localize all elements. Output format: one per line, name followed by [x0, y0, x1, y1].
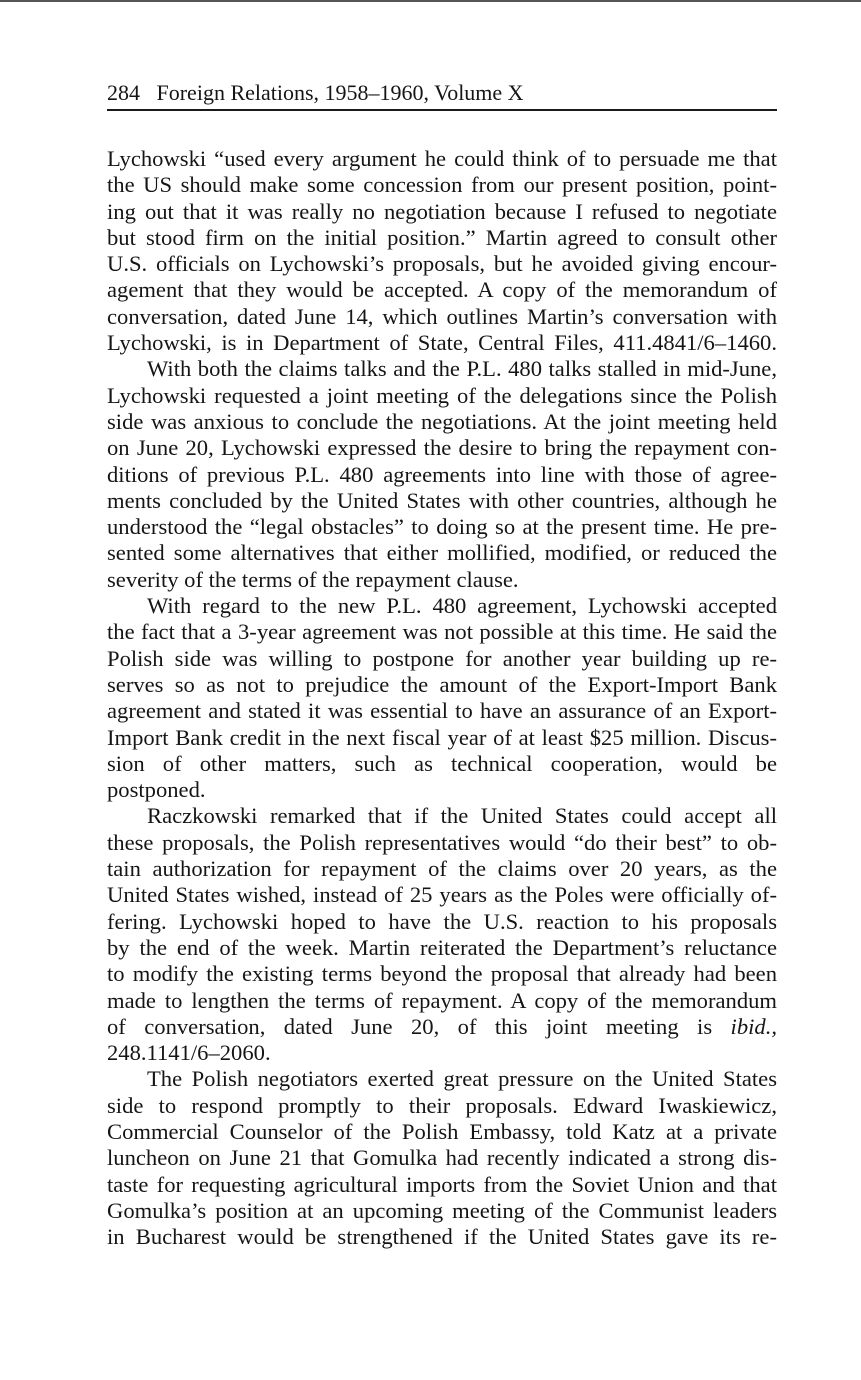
text-line: Import Bank credit in the next fiscal year of at least $25 million. Discus-: [107, 724, 777, 750]
text-line: postponed.: [107, 777, 206, 803]
text-line: by the end of the week. Martin reiterated the Department’s reluctance: [107, 934, 777, 960]
page-number: 284: [107, 80, 140, 105]
text-line: agement that they would be accepted. A copy of the memorandum of: [107, 277, 777, 303]
text-line: Lychowski “used every argument he could think of to persuade me that: [107, 146, 777, 171]
text-line: severity of the terms of the repayment clause.: [107, 566, 519, 592]
text-line: 248.1141/6–2060.: [107, 1040, 271, 1066]
text-line: U.S. officials on Lychowski’s proposals, but he avoided giving encour-: [107, 251, 777, 277]
paragraph: [107, 593, 777, 803]
text-line: tain authorization for repayment of the claims over 20 years, as the: [107, 856, 777, 882]
text-line: ments concluded by the United States with other countries, although he: [107, 487, 777, 513]
body-text: [107, 146, 777, 1250]
text-line: luncheon on June 21 that Gomulka had recently indicated a strong dis-: [107, 1145, 777, 1171]
text-line: sented some alternatives that either mollified, modified, or reduced the: [107, 540, 777, 566]
text-line: made to lengthen the terms of repayment. A copy of the memorandum: [107, 987, 777, 1013]
text-line: side was anxious to conclude the negotiations. At the joint meeting held: [107, 408, 777, 434]
paragraph: [107, 146, 777, 356]
paragraph: [107, 1066, 777, 1250]
text-line: Gomulka’s position at an upcoming meeting of the Communist leaders: [107, 1197, 777, 1223]
text-line: sion of other matters, such as technical cooperation, would be: [107, 750, 777, 776]
text-line: conversation, dated June 14, which outlines Martin’s conversation with: [107, 303, 777, 329]
text-line: but stood firm on the initial position.” Martin agreed to consult other: [107, 224, 777, 250]
text-line: ing out that it was really no negotiation because I refused to negotiate: [107, 198, 777, 224]
paragraph: [107, 803, 777, 1066]
text-line: taste for requesting agricultural imports from the Soviet Union and that: [107, 1171, 777, 1197]
text-line: United States wished, instead of 25 years as the Poles were officially of-: [107, 882, 777, 908]
text-line: The Polish negotiators exerted great pressure on the United States: [147, 1066, 777, 1092]
text-line: in Bucharest would be strengthened if the United States gave its re-: [107, 1224, 777, 1250]
text-line: Lychowski, is in Department of State, Central Files, 411.4841/6–1460.: [107, 330, 777, 356]
text-line: on June 20, Lychowski expressed the desire to bring the repayment con-: [107, 435, 777, 461]
running-header: [107, 79, 777, 107]
text-line: these proposals, the Polish representatives would “do their best” to ob-: [107, 829, 777, 855]
text-line: With both the claims talks and the P.L. 480 talks stalled in mid-June,: [147, 356, 777, 382]
text-line: the US should make some concession from our present position, point-: [107, 172, 777, 198]
text-line: Raczkowski remarked that if the United States could accept all: [147, 803, 777, 829]
text-line: the fact that a 3-year agreement was not possible at this time. He said the: [107, 619, 777, 645]
text-line: With regard to the new P.L. 480 agreement, Lychowski accepted: [147, 593, 777, 619]
text-line: Lychowski requested a joint meeting of the delegations since the Polish: [107, 382, 777, 408]
header-rule: [107, 109, 777, 111]
running-title: Foreign Relations, 1958–1960, Volume X: [156, 80, 524, 105]
text-segment: of conversation, dated June 20, of this joint meeting is: [107, 1013, 731, 1039]
text-line: serves so as not to prejudice the amount of the Export-Import Bank: [107, 671, 777, 697]
text-line: Commercial Counselor of the Polish Embassy, told Katz at a private: [107, 1118, 777, 1144]
text-line: fering. Lychowski hoped to have the U.S. reaction to his proposals: [107, 908, 777, 934]
text-line: ditions of previous P.L. 480 agreements into line with those of agree-: [107, 461, 777, 487]
text-line: to modify the existing terms beyond the proposal that already had been: [107, 961, 777, 987]
text-line: Polish side was willing to postpone for another year building up re-: [107, 645, 777, 671]
paragraph: [107, 356, 777, 593]
text-line: [107, 1014, 777, 1040]
italic-text: ibid.,: [730, 1013, 777, 1039]
text-line: side to respond promptly to their proposals. Edward Iwaskiewicz,: [107, 1092, 777, 1118]
text-line: understood the “legal obstacles” to doing so at the present time. He pre-: [107, 514, 777, 540]
text-line: agreement and stated it was essential to have an assurance of an Export-: [107, 698, 777, 724]
